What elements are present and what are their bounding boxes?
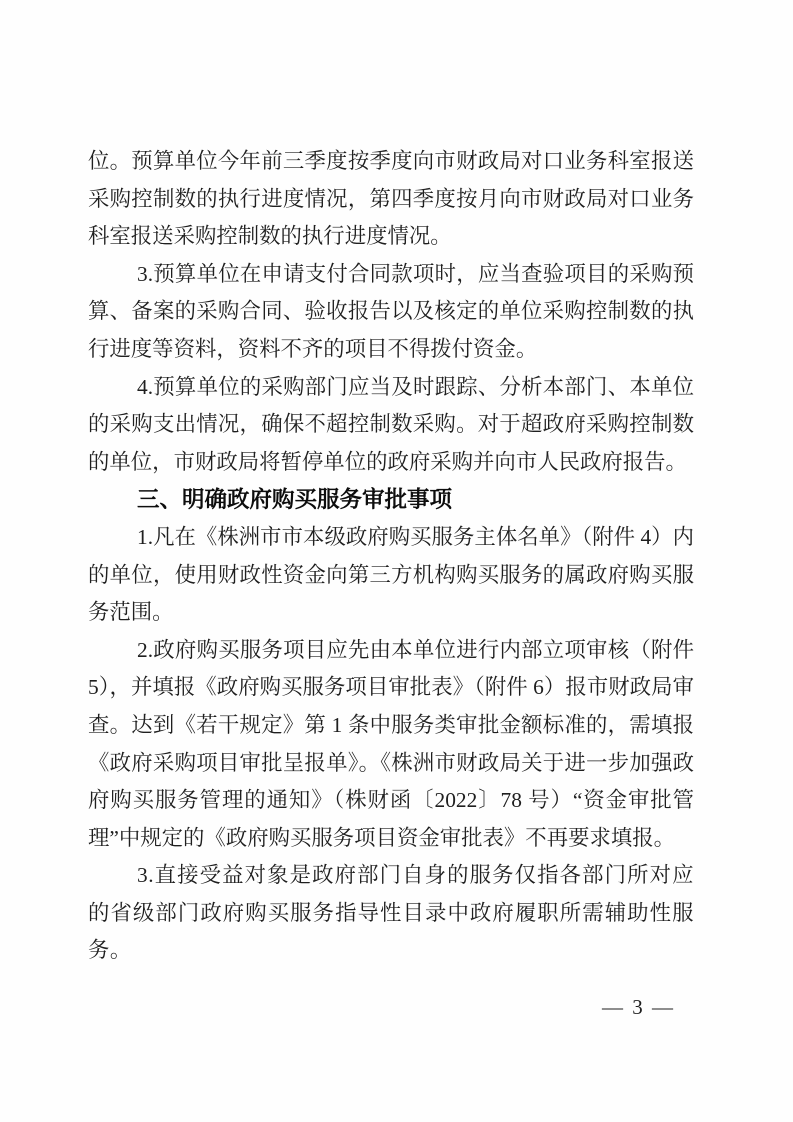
paragraph-section3-item-2: 2.政府购买服务项目应先由本单位进行内部立项审核（附件 5），并填报《政府购买服务项目审批表》（附件 6）报市财政局审查。达到《若干规定》第 1 条中服务类审批金额标准的，需填报《政府采购项目审批呈报单》。《株洲市财政局关于进一步加强政府购买服务管理的通知》（株财函〔2022〕78 号）“资金审批管理”中规定的《政府购买服务项目资金审批表》不再要求填报。 (88, 637, 694, 850)
paragraph-section3-item-1: 1.凡在《株洲市市本级政府购买服务主体名单》（附件 4）内的单位，使用财政性资金向第三方机构购买服务的属政府购买服务范围。 (88, 524, 694, 625)
paragraph-continuation: 位。预算单位今年前三季度按季度向市财政局对口业务科室报送采购控制数的执行进度情况，第四季度按月向市财政局对口业务科室报送采购控制数的执行进度情况。 (88, 149, 694, 249)
document-body (88, 143, 694, 970)
page-number: — 3 — (602, 995, 675, 1019)
paragraph-item-3: 3.预算单位在申请支付合同款项时，应当查验项目的采购预算、备案的采购合同、验收报告以及核定的单位采购控制数的执行进度等资料，资料不齐的项目不得拨付资金。 (88, 261, 694, 361)
section-heading: 三、明确政府购买服务审批事项 (137, 487, 453, 513)
paragraph-item-4: 4.预算单位的采购部门应当及时跟踪、分析本部门、本单位的采购支出情况，确保不超控制数采购。对于超政府采购控制数的单位，市财政局将暂停单位的政府采购并向市人民政府报告。 (88, 374, 694, 474)
paragraph-section3-item-3: 3.直接受益对象是政府部门自身的服务仅指各部门所对应的省级部门政府购买服务指导性目录中政府履职所需辅助性服务。 (88, 863, 694, 963)
